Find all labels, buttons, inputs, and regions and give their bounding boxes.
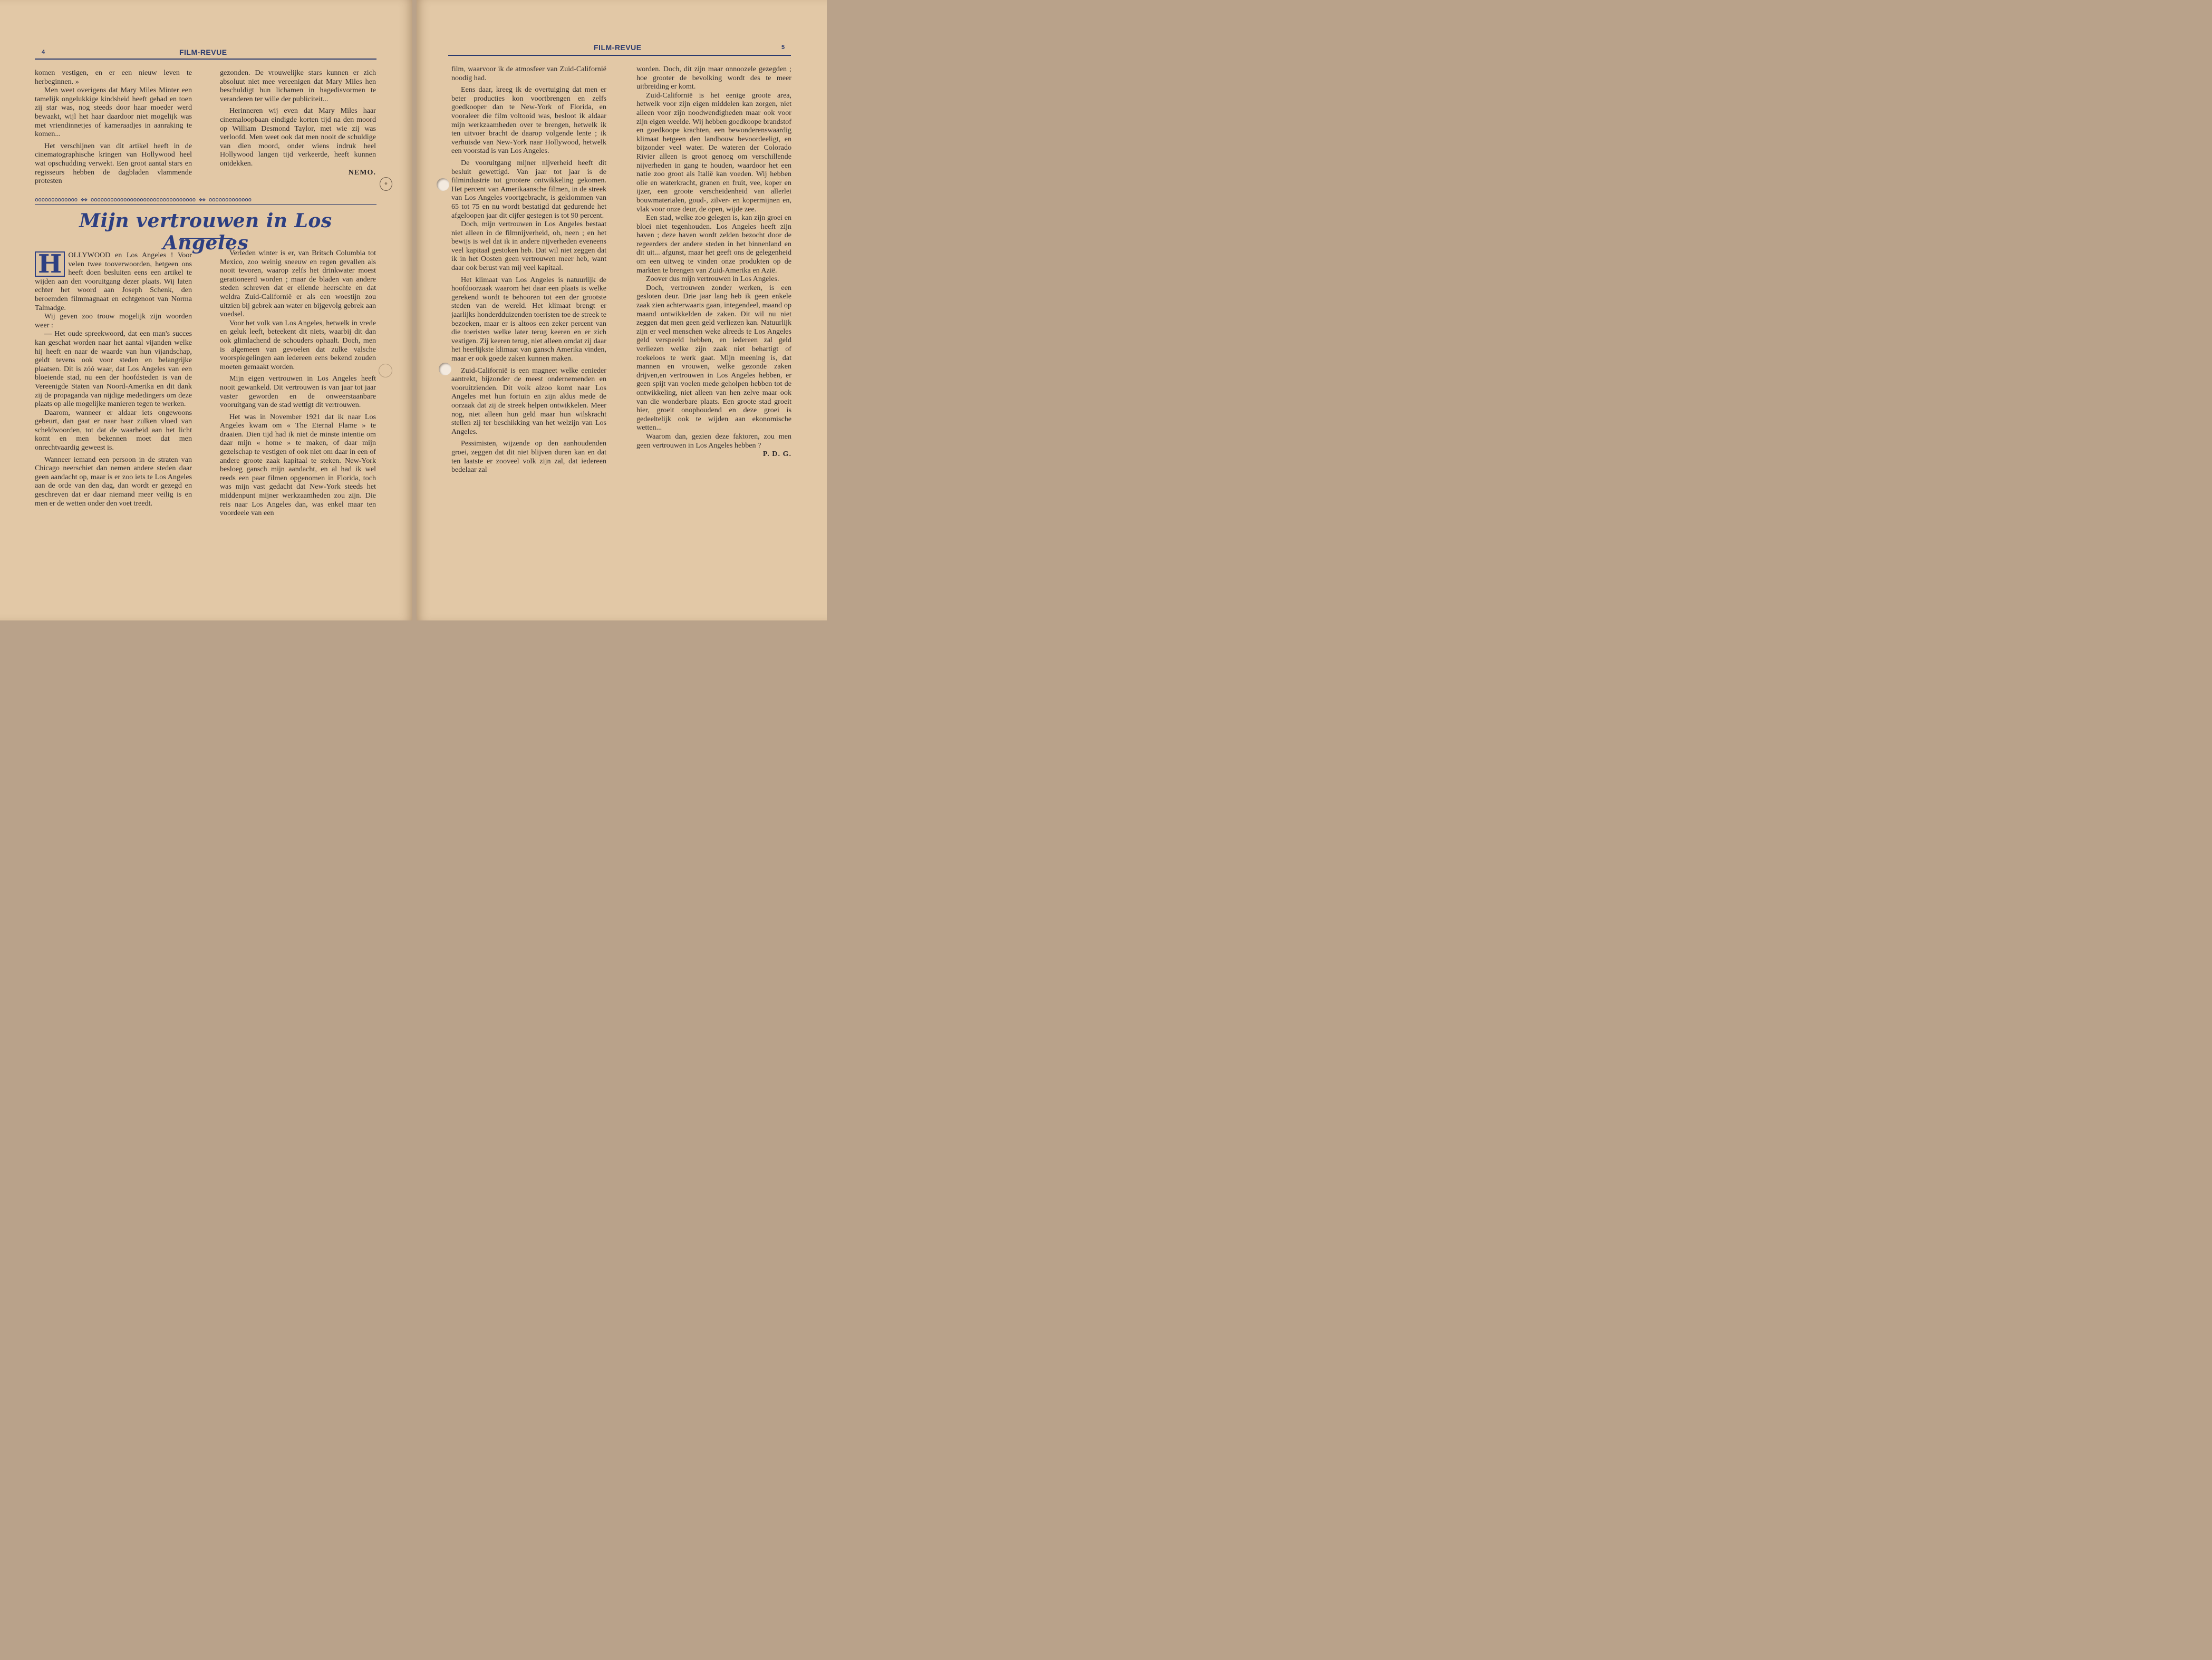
paragraph: worden. Doch, dit zijn maar onnoozele gezegden ; hoe grooter de bevolking wordt des te meer uitbreiding er komt. xyxy=(636,65,791,91)
paragraph: Een stad, welke zoo gelegen is, kan zijn groei en bloei niet tegenhouden. Los Angeles heeft zijn haven ; deze haven wordt zelden bezocht door de regeerders der andere steden in het binnenland en dit uit... afgunst, maar het geeft ons de gelegenheid om een uitweg te vinden onze produkten op de markten te brengen van Zuid-Amerika en Azië. xyxy=(636,213,791,275)
paragraph: Men weet overigens dat Mary Miles Minter een tamelijk ongelukkige kindsheid heeft gehad en toen zij star was, nog steeds door haar moeder werd bewaakt, wijl het haar daardoor niet mogelijk was met vriendinnetjes of kameraadjes in aanraking te komen... xyxy=(35,86,192,139)
magazine-spread xyxy=(0,0,827,620)
page-number: 4 xyxy=(42,49,45,55)
paragraph: Het verschijnen van dit artikel heeft in de cinematographische kringen van Hollywood heel wat opschudding verwekt. Een groot aantal stars en regisseurs hebben de dagbladen vlammende protesten xyxy=(35,141,192,186)
paragraph: Herinneren wij even dat Mary Miles haar cinemaloopbaan eindigde korten tijd na den moord op William Desmond Taylor, met wie zij was verloofd. Men weet ook dat men nooit de schuldige van dien moord, onder wiens indruk heel Hollywood langen tijd verkeerde, heeft kunnen ontdekken. xyxy=(220,106,376,168)
paragraph: komen vestigen, en er een nieuw leven te herbeginnen. » xyxy=(35,69,192,86)
prev-article-column-2 xyxy=(220,69,376,177)
punch-hole-shadow xyxy=(379,364,392,377)
punch-hole xyxy=(439,363,451,375)
paragraph: De vooruitgang mijner nijverheid heeft dit besluit gewettigd. Van jaar tot jaar is de filmindustrie tot grootere ontwikkeling gekomen. Het percent van Amerikaansche filmen, in de streek van Los Angeles voortgebracht, is geklommen van 65 tot 75 en nu wordt bestatigd dat gedurende het afgeloopen jaar dit cijfer gestegen is tot 90 percent. xyxy=(451,158,606,220)
paragraph: Wij geven zoo trouw mogelijk zijn woorden weer : xyxy=(35,312,192,329)
author-signature: P. D. G. xyxy=(762,450,791,459)
paragraph: Voor het volk van Los Angeles, hetwelk in vrede en geluk leeft, beteekent dit niets, waarbij dit dan ook glimlachend de schouders ophaalt. Doch, men is algemeen van gevoelen dat zulke valsche voorspiegelingen aan iedereen eens bekend zouden moeten gemaakt worden. xyxy=(220,318,376,371)
paragraph: Pessimisten, wijzende op den aanhoudenden groei, zeggen dat dit niet blijven duren kan en dat ten laatste er zooveel volk zijn zal, dat iedereen bedelaar zal xyxy=(451,439,606,474)
paragraph: Verleden winter is er, van Britsch Columbia tot Mexico, zoo weinig sneeuw en regen gevallen als nooit tevoren, waarop zelfs het drinkwater moest gerationeerd worden ; maar de bladen van andere steden schreven dat er ellende heerschte en dat weldra Zuid-Californië er als een woestijn zou uitzien bij gebrek aan water en bijgevolg gebrek aan voedsel. xyxy=(220,249,376,319)
article-title: Mijn vertrouwen in Los Angeles xyxy=(79,210,332,254)
left-page xyxy=(0,0,412,620)
paragraph: — Het oude spreekwoord, dat een man's succes kan geschat worden naar het aantal vijanden welke hij heeft en naar de waarde van hun vijandschap, geldt tevens ook voor steden en belangrijke plaatsen. Dit is zóó waar, dat Los Angeles van een bloeiende stad, nu een der hoofdsteden is van de Vereenigde Staten van Noord-Amerika en dit dank zij de propaganda van nijdige mededingers om deze plaats op alle mogelijke manieren tegen te werken. xyxy=(35,329,192,409)
paragraph: Eens daar, kreeg ik de overtuiging dat men er beter producties kon voortbrengen en zelfs goedkooper dan te New-York of Florida, en vooraleer die film voltooid was, besloot ik aldaar mijn werkzaamheden over te brengen, hetwelk ik ten uitvoer bracht de daarop volgende lente ; ik verhuisde van New-York naar Hollywood, hetwelk een voorstad is van Los Angeles. xyxy=(451,85,606,156)
paragraph: Het klimaat van Los Angeles is natuurlijk de hoofdoorzaak waarom het daar een plaats is welke gerekend wordt te behooren tot een der grootste steden van de wereld. Het klimaat brengt er jaarlijks honderdduizenden toeristen toe de streek te bezoeken, maar er is altoos een zeker percent van die toeristen welke later terug keeren en er zich vestigen. Zij keeren terug, niet alleen omdat zij daar het heerlijkste klimaat van gansch Amerika vinden, maar er ook goede zaken kunnen maken. xyxy=(451,275,606,363)
article-column-2 xyxy=(220,249,376,518)
paragraph: gezonden. De vrouwelijke stars kunnen er zich absoluut niet mee vereenigen dat Mary Miles hen beschuldigt hun lichamen in hagedisvormen te veranderen ter wille der publiciteit... xyxy=(220,69,376,103)
paragraph: Zuid-Californië is een magneet welke eenieder aantrekt, bijzonder de meest ondernemenden en vooruitzienden. Dit volk alzoo komt naar Los Angeles met hun fortuin en zijn aldus mede de oorzaak dat zij de streek helpen ontwikkelen. Meer nog, niet alleen hun geld maar hun wilskracht stellen zij ter beschikking van het welzijn van Los Angeles. xyxy=(451,366,606,436)
divider-rule xyxy=(35,204,376,205)
paragraph: Waarom dan, gezien deze faktoren, zou men geen vertrouwen in Los Angeles hebben ? xyxy=(636,432,791,450)
header-rule xyxy=(35,59,376,60)
article-column-3 xyxy=(451,65,606,474)
running-header: FILM-REVUE xyxy=(594,43,642,52)
right-page xyxy=(417,0,827,620)
running-header: FILM-REVUE xyxy=(179,48,227,56)
title-underline xyxy=(180,238,233,239)
paragraph: Mijn eigen vertrouwen in Los Angeles heeft nooit gewankeld. Dit vertrouwen is van jaar tot jaar vaster geworden en de onweerstaanbare vooruitgang van de stad wettigt dit vertrouwen. xyxy=(220,374,376,410)
ornamental-divider: ooooooooooooo ❖❖ oooooooooooooooooooooooooooooooo ❖❖ ooooooooooooo xyxy=(35,196,252,203)
paragraph: Het was in November 1921 dat ik naar Los Angeles kwam om « The Eternal Flame » te draaien. Dien tijd had ik niet de minste intentie om daar mijn « home » te maken, of daar mijn gezelschap te vestigen of ook niet om daar in een of andere groote zaak kapitaal te steken. New-York besloeg gansch mijn aandacht, en al had ik wel reeds een paar filmen opgenomen in Florida, toch was mijn vast gedacht dat New-York steeds het middenpunt mijner werkzaamheden zou zijn. Die reis naar Los Angeles dan, was enkel maar ten voordeele van een xyxy=(220,412,376,518)
prev-article-column-1 xyxy=(35,69,192,186)
page-number: 5 xyxy=(781,44,785,51)
paragraph: Daarom, wanneer er aldaar iets ongewoons gebeurt, dan gaat er naar haar zulken vloed van scheldwoorden, tot dat de waarheid aan het licht komt en men bekennen moet dat men onrechtvaardig geweest is. xyxy=(35,408,192,452)
article-column-1 xyxy=(35,251,192,508)
paragraph: Zuid-Californië is het eenige groote area, hetwelk voor zijn eigen middelen kan zorgen, niet alleen voor zijn noodwendigheden maar ook voor zijn eigen weelde. Wij hebben goedkoope brandstof en goedkoope krachten, een bewonderenswaardig klimaat hetgeen den landbouw bevoordeeligt, en bijzonder veel water. De wateren der Colorado Rivier alleen is groot genoeg om verschillende nijverheden in gang te houden, waardoor het een natie zoo groot als Italië kan voeden. Wij hebben olie en waterkracht, granen en fruit, vee, koper en ijzer, een groote verscheidenheid van allerlei bouwmaterialen, goud-, zilver- en kopermijnen en, vlak voor onze deur, de open, wijde zee. xyxy=(636,91,791,213)
opening-paragraph xyxy=(35,251,192,312)
paragraph: Wanneer iemand een persoon in de straten van Chicago neerschiet dan nemen andere steden daar geen aandacht op, maar is er zoo iets te Los Angeles aan de orde van den dag, dan wordt er gezegd en geschreven dat er daar niemand meer veilig is en men er de wetten onder den voet treedt. xyxy=(35,455,192,508)
library-stamp: ⚜ xyxy=(380,177,392,191)
paragraph: Zoover dus mijn vertrouwen in Los Angeles. xyxy=(646,275,779,284)
header-rule xyxy=(448,55,791,56)
drop-cap: H xyxy=(35,251,65,277)
author-signature: NEMO. xyxy=(348,168,376,177)
opening-text: OLLYWOOD en Los Angeles ! Voor velen twee tooverwoorden, hetgeen ons heeft doen besluiten eens een artikel te wijden aan den vooruitgang dezer plaats. Wij laten echter het woord aan Joseph Schenk, den beroemden filmmagnaat en echtgenoot van Norma Talmadge. xyxy=(35,251,192,312)
punch-hole xyxy=(437,178,449,191)
paragraph: Doch, mijn vertrouwen in Los Angeles bestaat niet alleen in de filmnijverheid, oh, neen ; en het bewijs is wel dat ik in andere nijverheden eveneens veel kapitaal gestoken heb. Dat wil niet zeggen dat ik in het Oosten geen vertrouwen meer heb, want daar ook berust van mij veel kapitaal. xyxy=(451,220,606,273)
article-column-4 xyxy=(636,65,791,459)
paragraph: Doch, vertrouwen zonder werken, is een gesloten deur. Drie jaar lang heb ik geen enkele zaak zien achterwaarts gaan, integendeel, maand op maand ontwikkelden de zaken. Dit wil nu niet zeggen dat men geen geld verliezen kan. Natuurlijk zijn er veel menschen weke alreeds te Los Angeles geld verspeeld hebben, en iedereen zal geld verliezen welke zijn zaak niet behartigt of roekeloos te werk gaat. Mijn meening is, dat mannen en vrouwen, welke gezonde zaken drijven,en vertrouwen in Los Angeles hebben, er geen spijt van voelen mede geholpen hebben tot de ontwikkeling, niet alleen van hen zelve maar ook van die wonderbare plaats. Een groote stad groeit hier, groeit onophoudend en deze groei is gedeeltelijk ook te wijden aan ekonomische wetten... xyxy=(636,283,791,432)
paragraph: film, waarvoor ik de atmosfeer van Zuid-Californië noodig had. xyxy=(451,65,606,82)
